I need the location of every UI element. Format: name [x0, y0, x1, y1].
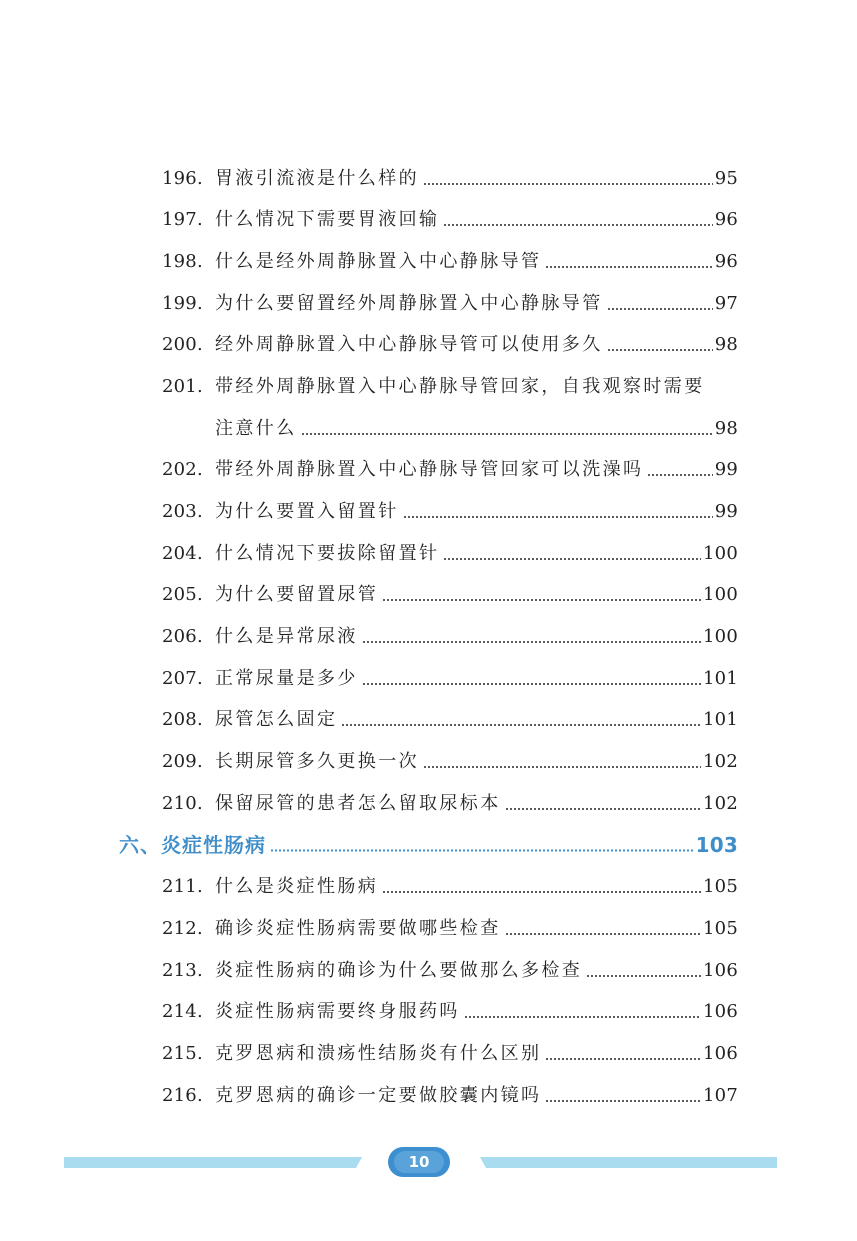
entry-number: 201.	[162, 376, 203, 397]
toc-entry[interactable]	[162, 493, 738, 523]
entry-page: 106	[703, 960, 738, 981]
entry-page: 99	[714, 459, 738, 480]
entry-title: 什么情况下需要胃液回输	[215, 209, 440, 230]
entry-page: 106	[703, 1043, 738, 1064]
entry-number: 203.	[162, 501, 203, 522]
toc-entry[interactable]	[162, 701, 738, 731]
dot-leader	[362, 683, 701, 685]
entry-number: 208.	[162, 709, 203, 730]
entry-title: 尿管怎么固定	[215, 709, 338, 730]
entry-page: 102	[703, 793, 738, 814]
entry-title: 什么是经外周静脉置入中心静脉导管	[215, 251, 542, 272]
entry-page: 102	[703, 751, 738, 772]
footer-bar-left	[64, 1157, 362, 1168]
entry-title: 炎症性肠病的确诊为什么要做那么多检查	[215, 960, 583, 981]
entry-title-continuation: 注意什么	[215, 418, 297, 439]
entry-title: 带经外周静脉置入中心静脉导管回家，自我观察时需要	[215, 376, 705, 397]
dot-leader	[586, 975, 701, 977]
entry-number: 199.	[162, 293, 203, 314]
entry-number: 216.	[162, 1085, 203, 1106]
entry-title: 为什么要留置经外周静脉置入中心静脉导管	[215, 293, 603, 314]
dot-leader	[464, 1016, 701, 1018]
entry-page: 97	[714, 293, 738, 314]
entry-page: 107	[703, 1085, 738, 1106]
entry-page: 99	[714, 501, 738, 522]
toc-entry[interactable]	[162, 576, 738, 606]
entry-title: 为什么要置入留置针	[215, 501, 399, 522]
dot-leader	[505, 933, 701, 935]
entry-title: 长期尿管多久更换一次	[215, 751, 419, 772]
toc-entry[interactable]	[162, 368, 738, 398]
entry-title: 克罗恩病的确诊一定要做胶囊内镜吗	[215, 1085, 542, 1106]
toc-entry[interactable]	[162, 1077, 738, 1107]
entry-number: 196.	[162, 168, 203, 189]
dot-leader	[607, 308, 713, 310]
footer-bar-right	[480, 1157, 777, 1168]
toc-entry[interactable]	[162, 618, 738, 648]
toc-entry[interactable]	[162, 201, 738, 231]
dot-leader	[647, 474, 712, 476]
dot-leader	[362, 641, 701, 643]
entry-page: 106	[703, 1001, 738, 1022]
entry-title: 为什么要留置尿管	[215, 584, 379, 605]
entry-title: 保留尿管的患者怎么留取尿标本	[215, 793, 501, 814]
entry-title: 什么是异常尿液	[215, 626, 358, 647]
dot-leader	[443, 558, 701, 560]
dot-leader	[403, 516, 713, 518]
dot-leader	[443, 224, 712, 226]
entry-number: 215.	[162, 1043, 203, 1064]
toc-entry[interactable]	[162, 160, 738, 190]
entry-number: 214.	[162, 1001, 203, 1022]
entry-number: 205.	[162, 584, 203, 605]
page-number: 10	[394, 1151, 444, 1173]
entry-number: 212.	[162, 918, 203, 939]
toc-entry[interactable]	[162, 743, 738, 773]
dot-leader	[382, 891, 701, 893]
dot-leader	[545, 1100, 701, 1102]
toc-entry[interactable]	[162, 785, 738, 815]
dot-leader	[545, 266, 712, 268]
entry-number: 198.	[162, 251, 203, 272]
toc-entry[interactable]	[162, 910, 738, 940]
entry-page: 100	[703, 626, 738, 647]
entry-number: 200.	[162, 334, 203, 355]
dot-leader	[341, 724, 701, 726]
entry-page: 100	[703, 543, 738, 564]
section-heading[interactable]	[119, 827, 738, 857]
toc-entry[interactable]	[162, 243, 738, 273]
entry-page: 101	[703, 709, 738, 730]
entry-page: 96	[714, 251, 738, 272]
section-title: 六、炎症性肠病	[119, 833, 266, 857]
toc-entry[interactable]	[162, 952, 738, 982]
entry-number: 211.	[162, 876, 203, 897]
entry-page: 98	[714, 334, 738, 355]
toc-entry[interactable]	[162, 1035, 738, 1065]
dot-leader	[301, 433, 713, 435]
entry-title: 胃液引流液是什么样的	[215, 168, 419, 189]
section-page: 103	[695, 833, 738, 857]
dot-leader	[545, 1058, 701, 1060]
entry-page: 105	[703, 918, 738, 939]
entry-number: 213.	[162, 960, 203, 981]
toc-entry[interactable]	[162, 868, 738, 898]
entry-title: 正常尿量是多少	[215, 668, 358, 689]
dot-leader	[607, 349, 713, 351]
entry-title: 炎症性肠病需要终身服药吗	[215, 1001, 460, 1022]
dot-leader	[423, 183, 713, 185]
entry-number: 210.	[162, 793, 203, 814]
entry-number: 204.	[162, 543, 203, 564]
entry-title: 什么情况下要拔除留置针	[215, 543, 440, 564]
toc-entry[interactable]	[162, 660, 738, 690]
page-number-badge	[388, 1147, 450, 1177]
entry-title: 确诊炎症性肠病需要做哪些检查	[215, 918, 501, 939]
entry-page: 105	[703, 876, 738, 897]
entry-page: 96	[714, 209, 738, 230]
entry-title: 带经外周静脉置入中心静脉导管回家可以洗澡吗	[215, 459, 644, 480]
toc-entry[interactable]	[162, 993, 738, 1023]
entry-page: 100	[703, 584, 738, 605]
entry-number: 207.	[162, 668, 203, 689]
toc-entry[interactable]	[162, 285, 738, 315]
entry-number: 202.	[162, 459, 203, 480]
dot-leader	[270, 849, 694, 852]
toc-entry[interactable]	[162, 451, 738, 481]
toc-entry-continuation[interactable]	[162, 410, 738, 440]
entry-number: 209.	[162, 751, 203, 772]
entry-number: 206.	[162, 626, 203, 647]
toc-entry[interactable]	[162, 535, 738, 565]
entry-number: 197.	[162, 209, 203, 230]
entry-title: 经外周静脉置入中心静脉导管可以使用多久	[215, 334, 603, 355]
entry-page: 95	[714, 168, 738, 189]
entry-title: 什么是炎症性肠病	[215, 876, 379, 897]
dot-leader	[382, 599, 701, 601]
entry-page: 98	[714, 418, 738, 439]
entry-page: 101	[703, 668, 738, 689]
entry-title: 克罗恩病和溃疡性结肠炎有什么区别	[215, 1043, 542, 1064]
dot-leader	[505, 808, 701, 810]
toc-entry[interactable]	[162, 326, 738, 356]
dot-leader	[423, 766, 701, 768]
